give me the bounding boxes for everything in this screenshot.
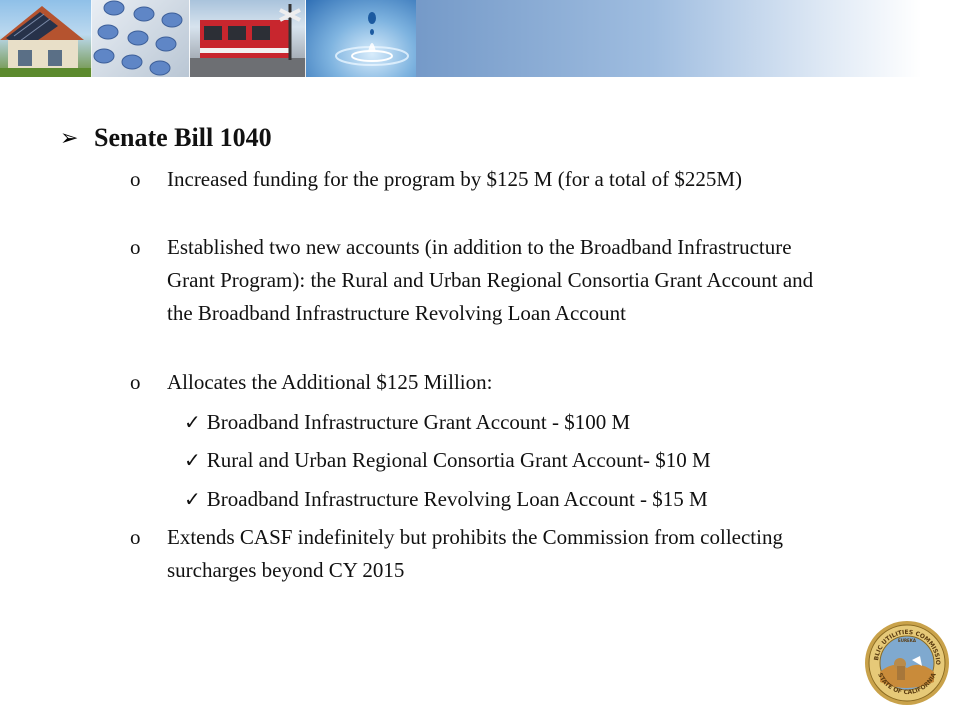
list-item <box>130 521 830 587</box>
header-banner <box>0 0 960 77</box>
heading-title: Senate Bill 1040 <box>94 123 272 152</box>
list-item-text: Established two new accounts (in addition to the Broadband Infrastructure Grant Program): the Rural and Urban Regional Consortia Grant Account and the Broadband Infrastructure Revolving Loan Account <box>167 235 814 325</box>
slide-heading <box>60 118 920 158</box>
keypad-photo <box>92 0 190 77</box>
seal-top-text: BLIC UTILITIES COMMISSIO <box>873 628 942 666</box>
checkmark-icon: ✓ <box>184 410 201 434</box>
state-seal-icon <box>864 620 950 706</box>
list-item-text: Allocates the Additional $125 Million: <box>167 370 493 394</box>
house-photo <box>0 0 92 77</box>
sub-list-item <box>184 483 708 516</box>
list-item <box>130 366 830 399</box>
arrow-bullet-icon: ➢ <box>60 125 79 151</box>
checkmark-icon: ✓ <box>184 448 201 472</box>
train-photo <box>190 0 306 77</box>
list-item <box>130 231 830 330</box>
checkmark-icon: ✓ <box>184 487 201 511</box>
sub-list-item <box>184 406 630 439</box>
seal-middle-text: EUREKA <box>898 638 916 643</box>
circle-bullet: o <box>130 525 141 549</box>
slide-content <box>60 118 920 158</box>
circle-bullet: o <box>130 167 141 191</box>
seal-bottom-text: STATE OF CALIFORNIA <box>876 671 938 697</box>
list-item <box>130 163 830 196</box>
circle-bullet: o <box>130 235 141 259</box>
sub-list-item-text: Rural and Urban Regional Consortia Grant Account- $10 M <box>206 448 711 472</box>
list-item-text: Increased funding for the program by $125 M (for a total of $225M) <box>167 167 743 191</box>
circle-bullet: o <box>130 370 141 394</box>
sub-list-item-text: Broadband Infrastructure Grant Account - $100 M <box>206 410 631 434</box>
sub-list-item <box>184 444 711 477</box>
sub-list-item-text: Broadband Infrastructure Revolving Loan Account - $15 M <box>206 487 708 511</box>
list-item-text: Extends CASF indefinitely but prohibits the Commission from collecting surcharges beyond CY 2015 <box>167 525 783 582</box>
water-drop-photo <box>306 0 416 77</box>
